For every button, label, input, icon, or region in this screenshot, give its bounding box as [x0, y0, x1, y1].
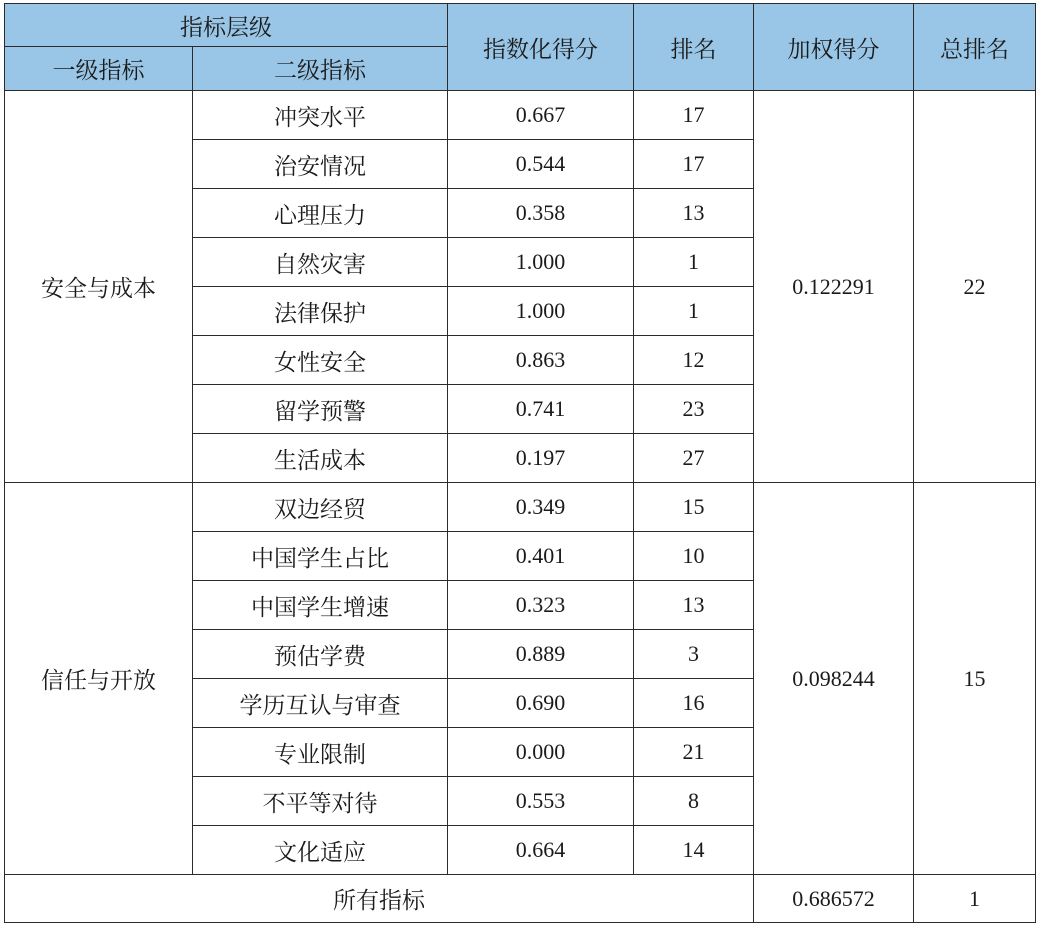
score-cell: 0.664 [448, 826, 634, 875]
header-rank: 排名 [634, 4, 754, 91]
level1-cell: 安全与成本 [5, 91, 193, 483]
level2-cell: 双边经贸 [193, 483, 448, 532]
weighted-score-cell: 0.122291 [754, 91, 914, 483]
all-total-rank: 1 [914, 875, 1036, 923]
level1-cell: 信任与开放 [5, 483, 193, 875]
header-index-score: 指数化得分 [448, 4, 634, 91]
total-rank-cell: 22 [914, 91, 1036, 483]
header-level2: 二级指标 [193, 47, 448, 91]
rank-cell: 17 [634, 91, 754, 140]
indicator-score-table [4, 3, 1036, 923]
header-indicator-level: 指标层级 [5, 4, 448, 47]
table-row [5, 91, 1036, 140]
score-cell: 0.553 [448, 777, 634, 826]
level2-cell: 中国学生增速 [193, 581, 448, 630]
level2-cell: 自然灾害 [193, 238, 448, 287]
all-indicators-label: 所有指标 [5, 875, 754, 923]
rank-cell: 16 [634, 679, 754, 728]
rank-cell: 10 [634, 532, 754, 581]
score-cell: 0.358 [448, 189, 634, 238]
score-cell: 0.863 [448, 336, 634, 385]
level2-cell: 专业限制 [193, 728, 448, 777]
rank-cell: 8 [634, 777, 754, 826]
total-row [5, 875, 1036, 923]
header-level1: 一级指标 [5, 47, 193, 91]
rank-cell: 27 [634, 434, 754, 483]
rank-cell: 1 [634, 238, 754, 287]
level2-cell: 心理压力 [193, 189, 448, 238]
level2-cell: 文化适应 [193, 826, 448, 875]
rank-cell: 3 [634, 630, 754, 679]
level2-cell: 法律保护 [193, 287, 448, 336]
rank-cell: 21 [634, 728, 754, 777]
score-cell: 0.741 [448, 385, 634, 434]
score-cell: 1.000 [448, 238, 634, 287]
rank-cell: 14 [634, 826, 754, 875]
header-weighted-score: 加权得分 [754, 4, 914, 91]
rank-cell: 12 [634, 336, 754, 385]
score-cell: 0.000 [448, 728, 634, 777]
table-row [5, 483, 1036, 532]
score-cell: 0.401 [448, 532, 634, 581]
rank-cell: 13 [634, 581, 754, 630]
level2-cell: 留学预警 [193, 385, 448, 434]
level2-cell: 学历互认与审查 [193, 679, 448, 728]
score-cell: 0.323 [448, 581, 634, 630]
level2-cell: 女性安全 [193, 336, 448, 385]
rank-cell: 13 [634, 189, 754, 238]
score-cell: 0.349 [448, 483, 634, 532]
rank-cell: 23 [634, 385, 754, 434]
score-cell: 1.000 [448, 287, 634, 336]
score-cell: 0.889 [448, 630, 634, 679]
total-rank-cell: 15 [914, 483, 1036, 875]
rank-cell: 15 [634, 483, 754, 532]
level2-cell: 不平等对待 [193, 777, 448, 826]
level2-cell: 预估学费 [193, 630, 448, 679]
level2-cell: 生活成本 [193, 434, 448, 483]
rank-cell: 17 [634, 140, 754, 189]
score-cell: 0.197 [448, 434, 634, 483]
score-cell: 0.667 [448, 91, 634, 140]
header-total-rank: 总排名 [914, 4, 1036, 91]
score-cell: 0.544 [448, 140, 634, 189]
level2-cell: 冲突水平 [193, 91, 448, 140]
all-weighted-score: 0.686572 [754, 875, 914, 923]
score-cell: 0.690 [448, 679, 634, 728]
rank-cell: 1 [634, 287, 754, 336]
level2-cell: 中国学生占比 [193, 532, 448, 581]
level2-cell: 治安情况 [193, 140, 448, 189]
weighted-score-cell: 0.098244 [754, 483, 914, 875]
